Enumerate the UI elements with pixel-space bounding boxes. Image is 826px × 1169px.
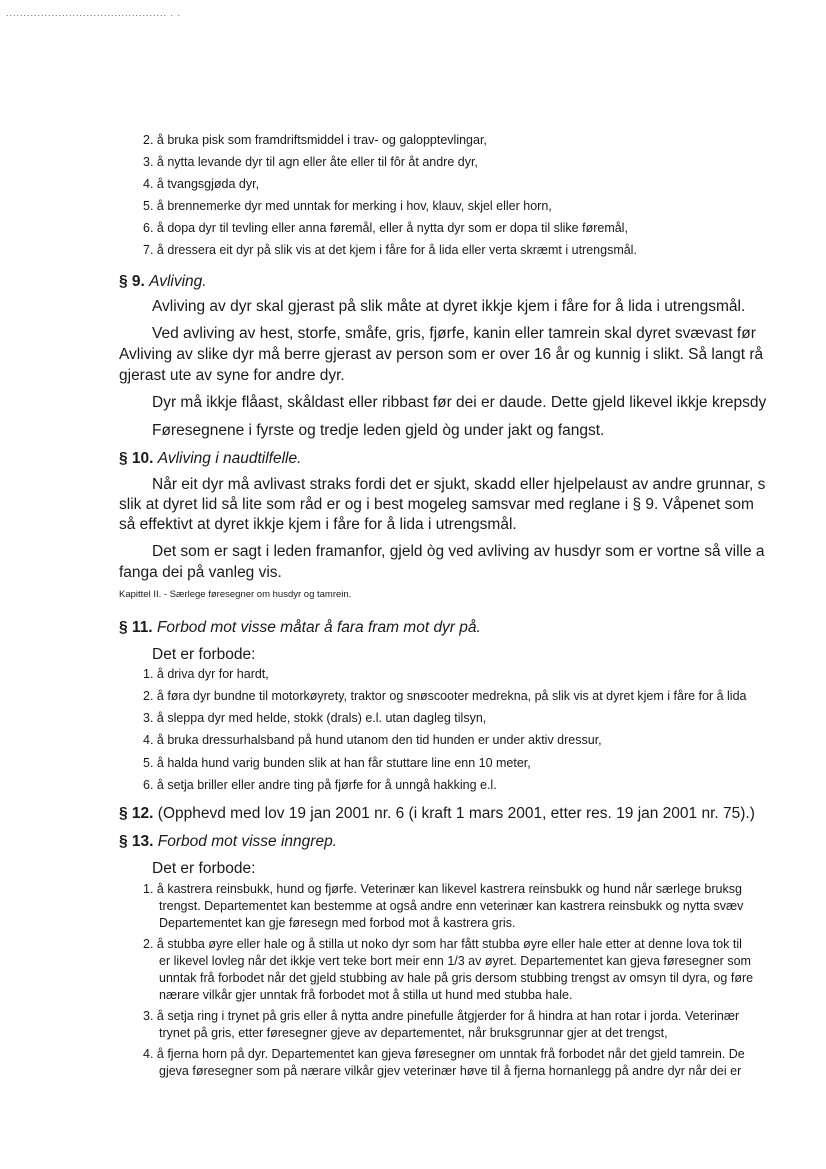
section-number: § 10. [119, 450, 154, 467]
list-item: 4. å tvangsgjøda dyr, [143, 177, 260, 191]
list-item: 6. å setja briller eller andre ting på fjørfe for å unngå hakking e.l. [143, 778, 497, 792]
list-item: 2. å føra dyr bundne til motorkøyrety, traktor og snøscooter medrekna, på slik vis at dyret kjem i fåre for å lida [143, 689, 747, 703]
paragraph-line: Avliving av dyr skal gjerast på slik måte at dyret ikkje kjem i fåre for å lida i utrengsmål. [152, 298, 746, 315]
section-heading-13 [119, 833, 337, 851]
section-text: (Opphevd med lov 19 jan 2001 nr. 6 (i kraft 1 mars 2001, etter res. 19 jan 2001 nr. 75).) [157, 805, 755, 822]
list-item: 3. å nytta levande dyr til agn eller åte eller til fôr åt andre dyr, [143, 155, 478, 169]
section-heading-12 [119, 805, 826, 823]
section-title: Avliving. [149, 273, 207, 290]
paragraph-line: Dyr må ikkje flåast, skåldast eller ribbast før dei er daude. Dette gjeld likevel ikkje krepsdy [152, 394, 767, 411]
paragraph-line: Avliving av slike dyr må berre gjerast av person som er over 16 år og kunnig i slikt. Så langt rå [119, 346, 764, 363]
list-item: 2. å bruka pisk som framdriftsmiddel i trav- og galopptevlingar, [143, 133, 487, 147]
list-item-cont: er likevel lovleg når det ikkje vert teke bort meir enn 1/3 av øyret. Departementet kan gjeva føresegner som [159, 954, 751, 968]
list-item: 3. å setja ring i trynet på gris eller å nytta andre pinefulle åtgjerder for å hindra at han rotar i jorda. Veterinær [143, 1009, 740, 1023]
section-number: § 13. [119, 833, 154, 850]
list-item-cont: trynet på gris, etter føresegner gjeve av departementet, når bruksgrunnar gjer at det trengst, [159, 1026, 668, 1040]
section-number: § 11. [119, 619, 153, 636]
chapter-caption: Kapittel II. - Særlege føresegner om husdyr og tamrein. [119, 589, 352, 600]
list-item: 1. å kastrera reinsbukk, hund og fjørfe. Veterinær kan likevel kastrera reinsbukk og hund når særlege bruksg [143, 882, 742, 896]
paragraph-line: Føresegnene i fyrste og tredje leden gjeld òg under jakt og fangst. [152, 422, 605, 439]
list-item: 1. å driva dyr for hardt, [143, 667, 269, 681]
list-item: 2. å stubba øyre eller hale og å stilla ut noko dyr som har fått stubba øyre eller hale etter at denne lova tok til [143, 937, 742, 951]
header-dots: .............................................. . . [6, 8, 182, 18]
list-item-cont: gjeva føresegner som på nærare vilkår gjev veterinær høve til å fjerna hornanlegg på andre dyr når dei er [159, 1064, 742, 1078]
list-item: 3. å sleppa dyr med helde, stokk (drals) e.l. utan dagleg tilsyn, [143, 711, 487, 725]
paragraph-line: Det er forbode: [152, 860, 256, 877]
paragraph-line: Det er forbode: [152, 646, 256, 663]
paragraph-line: så effektivt at dyret ikkje kjem i fåre for å lida i utrengsmål. [119, 516, 517, 533]
section-title: Forbod mot visse måtar å fara fram mot dyr på. [156, 619, 481, 636]
section-number: § 9. [119, 273, 145, 290]
list-item: 4. å fjerna horn på dyr. Departementet kan gjeva føresegner om unntak frå forbodet når det gjeld tamrein. De [143, 1047, 745, 1061]
section-title: Avliving i naudtilfelle. [157, 450, 302, 467]
paragraph-line: fanga dei på vanleg vis. [119, 564, 282, 581]
section-heading-9 [119, 273, 207, 291]
section-heading-11 [119, 619, 481, 637]
section-heading-10 [119, 450, 301, 468]
section-number: § 12. [119, 805, 154, 822]
list-item-cont: trengst. Departementet kan bestemme at også andre enn veterinær kan kastrera reinsbukk og nytta svæv [159, 899, 744, 913]
paragraph-line: Ved avliving av hest, storfe, småfe, gris, fjørfe, kanin eller tamrein skal dyret svævast før [152, 325, 756, 342]
list-item-cont: nærare vilkår gjer unntak frå forbodet mot å stilla ut hund med stubba hale. [159, 988, 573, 1002]
list-item: 5. å brennemerke dyr med unntak for merking i hov, klauv, skjel eller horn, [143, 199, 552, 213]
list-item: 6. å dopa dyr til tevling eller anna føremål, eller å nytta dyr som er dopa til slike føremål, [143, 221, 628, 235]
list-item-cont: Departementet kan gje føresegn med forbod mot å kastrera gris. [159, 916, 516, 930]
paragraph-line: Det som er sagt i leden framanfor, gjeld òg ved avliving av husdyr som er vortne så ville a [152, 543, 765, 560]
list-item: 5. å halda hund varig bunden slik at han får stuttare line enn 10 meter, [143, 756, 531, 770]
paragraph-line: gjerast ute av syne for andre dyr. [119, 367, 345, 384]
list-item-cont: unntak frå forbodet når det gjeld stubbing av hale på gris dersom stubbing trengst av omsyn til dyra, og føre [159, 971, 754, 985]
paragraph-line: Når eit dyr må avlivast straks fordi det er sjukt, skadd eller hjelpelaust av andre grunnar, s [152, 476, 766, 493]
list-item: 7. å dressera eit dyr på slik vis at det kjem i fåre for å lida eller verta skræmt i utrengsmål. [143, 243, 637, 257]
section-title: Forbod mot visse inngrep. [157, 833, 337, 850]
paragraph-line: slik at dyret lid så lite som råd er og i best mogeleg samsvar med reglane i § 9. Våpenet som [119, 496, 754, 513]
list-item: 4. å bruka dressurhalsband på hund utanom den tid hunden er under aktiv dressur, [143, 733, 602, 747]
